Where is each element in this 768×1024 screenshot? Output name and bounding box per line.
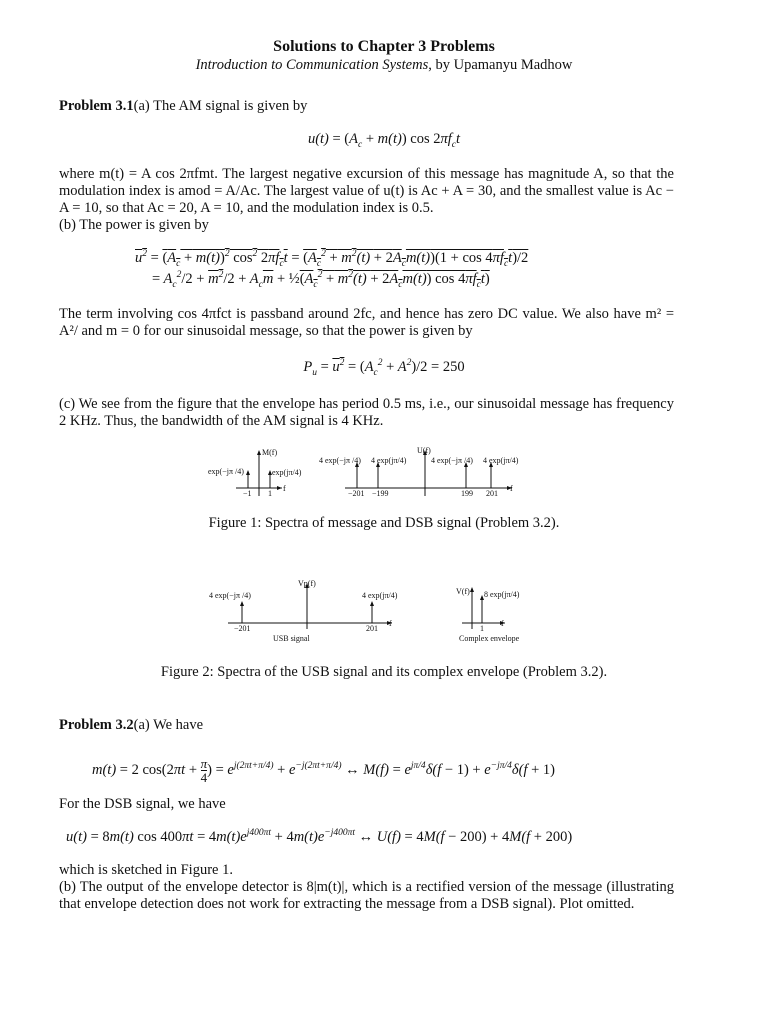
figure-2-caption: Figure 2: Spectra of the USB signal and its complex envelope (Problem 3.2). (160, 664, 608, 680)
v-f-label: f (501, 619, 504, 628)
u-label-2: 4 exp(jπ/4) (371, 456, 407, 465)
page-title: Solutions to Chapter 3 Problems (273, 38, 495, 55)
usb-f-label: f (389, 619, 392, 628)
problem-3-2-heading (59, 717, 203, 734)
u-tick-2: −199 (372, 489, 389, 498)
u-tick-3: 199 (461, 489, 473, 498)
problem-label: Problem 3.2 (59, 717, 134, 733)
paragraph-sketch: which is sketched in Figure 1. (59, 862, 233, 878)
u-label-3: 4 exp(−jπ /4) (431, 456, 473, 465)
m-tick-left: −1 (243, 489, 252, 498)
u-label-1: 4 exp(−jπ /4) (319, 456, 361, 465)
v-tick: 1 (480, 624, 484, 633)
equation-dsb: u(t) = 8m(t) $\cos 400\pi t = 4m(t)e^{j400\pi t} + 4m(t)e^{-j400\pi t}$ ↔ U(f) = 4M(f − 200) + 4M(f + 200) (66, 828, 573, 845)
figure-2-spectra (0, 575, 768, 650)
equation-message: m(t) = 2 cos(2πt + $\frac{\pi}{4}$ ) = $e^{j(2\pi t+\pi/4)} + e^{-j(2\pi t+\pi/4)}$ ↔ $M(f) = e^{j\pi/4}\delta(f - 1) + e^{-j\pi/4}\delta(f + 1)$ (92, 756, 555, 785)
paragraph-envelope-detector: (b) The output of the envelope detector is 8|m(t)|, which is a rectified version of the message (illustrating that envelope detection does not work for extracting the message from a DSB signal). Plot omitted. (59, 879, 674, 912)
usb-left-label: 4 exp(−jπ /4) (209, 591, 251, 600)
problem-label: Problem 3.1 (59, 98, 134, 114)
v-label: V(f) (456, 587, 470, 596)
page-subtitle (0, 57, 768, 74)
usb-name: USB signal (273, 634, 310, 643)
paragraph-power-intro: (b) The power is given by (59, 217, 209, 233)
equation-am-signal: $u(t) = (A_c + m(t))$ $\cos 2\pi f_ct$ (307, 131, 461, 150)
m-left-label: exp(−jπ /4) (208, 467, 244, 476)
equation-power-line2: = $A_c^2/2 + m^2/2 + A_c\overline{m}$ + $\frac{1}{2}(A_c^2 + m^2(t) + 2A_cm(t))$ $\cos 4\pi f_ct$) (152, 270, 490, 290)
m-label: M(f) (262, 448, 278, 457)
usb-right-label: 4 exp(jπ/4) (362, 591, 398, 600)
vp-label: Vp(f) (298, 579, 316, 588)
v-name: Complex envelope (459, 634, 520, 643)
m-tick-right: 1 (268, 489, 272, 498)
book-title: Introduction to Communication Systems (195, 57, 429, 73)
u-tick-1: −201 (348, 489, 365, 498)
m-f-label: f (283, 484, 286, 493)
u-label-4: 4 exp(jπ/4) (483, 456, 519, 465)
author: , by Upamanyu Madhow (428, 57, 573, 73)
m-right-label: exp(jπ/4) (272, 468, 302, 477)
paragraph-dc-value: The term involving cos 4πfct is passband around 2fc, and hence has zero DC value. We also have m² = A²/ and m = 0 for our sinusoidal message, so that the power is given by (59, 306, 674, 339)
paragraph-dsb-intro: For the DSB signal, we have (59, 796, 226, 812)
figure-1-spectra (0, 438, 768, 508)
u-tick-4: 201 (486, 489, 498, 498)
usb-tick-left: −201 (234, 624, 251, 633)
problem-intro: (a) The AM signal is given by (133, 98, 308, 114)
problem-intro: (a) We have (133, 717, 204, 733)
problem-3-1-heading (59, 98, 307, 115)
paragraph-bandwidth: (c) We see from the figure that the envelope has period 0.5 ms, i.e., our sinusoidal message has frequency 2 KHz. Thus, the bandwidth of the AM signal is 4 KHz. (59, 396, 674, 429)
v-amp-label: 8 exp(jπ/4) (484, 590, 520, 599)
figure-1-caption: Figure 1: Spectra of message and DSB signal (Problem 3.2). (208, 515, 560, 531)
equation-power-value: $P_u = u^2 = (A_c^2 + A^2)/2 = 250$ (303, 358, 465, 378)
paragraph-modulation-index: where m(t) = A cos 2πfmt. The largest negative excursion of this message has magnitude A, so that the modulation index is amod = A/Ac. The largest value of u(t) is Ac + A = 30, and the smallest value is Ac − A = 10, so that Ac = 20, A = 10, and the modulation index is 0.5. (59, 166, 674, 216)
usb-tick-right: 201 (366, 624, 378, 633)
u-f-label: f (510, 484, 513, 493)
equation-power-line1: $u^2 = (A_c + m(t))^2$ $\cos^2 2\pi f_ct = (A_c^2 + m^2(t) + 2A_cm(t))(1 + \cos 4\pi f_ct)/2$ (135, 249, 529, 269)
u-label: U(f) (417, 446, 431, 455)
